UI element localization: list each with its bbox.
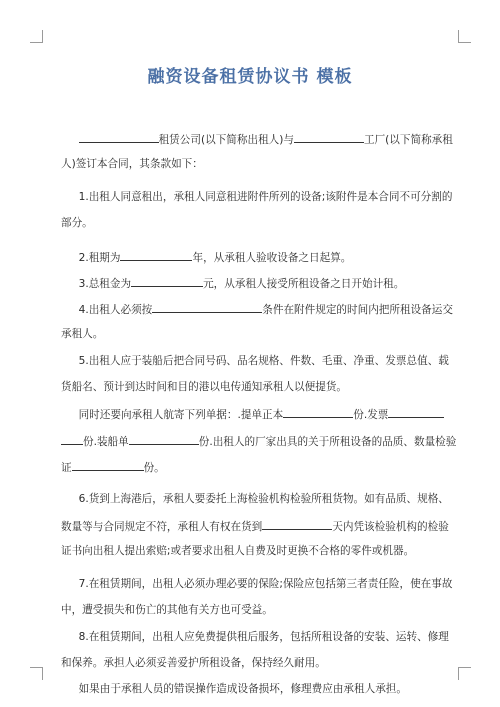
paragraph-7-line-2: [61, 433, 457, 449]
blank-fill-line: [152, 301, 262, 313]
text-run: 同时还要向承租人航寄下列单据：.提单正本: [78, 409, 284, 421]
blank-fill-line: [72, 459, 144, 471]
text-run: 3.总租金为: [78, 278, 132, 290]
text-run: 如果由于承租人员的错误操作造成设备损坏，修理费应由承租人承担。: [78, 683, 407, 695]
blank-fill-line: [262, 518, 332, 530]
text-run: 租赁公司(以下简称出租人)与: [158, 134, 294, 146]
text-run: 元，从承租人接受所租设备之日开始计租。: [203, 278, 405, 290]
paragraph-2-line-1: [61, 190, 453, 204]
corner-mark-top-left: [30, 30, 43, 43]
paragraph-8-line-1: [61, 492, 449, 506]
text-run: 证: [61, 462, 72, 474]
paragraph-6-line-1: [61, 354, 449, 368]
text-run: 6.货到上海港后，承租人要委托上海检验机构检验所租货物。如有品质、规格、: [78, 493, 449, 505]
blank-fill-line: [120, 249, 192, 261]
paragraph-9-line-2: [61, 603, 446, 617]
blank-fill-line: [129, 433, 199, 445]
corner-mark-bottom-right: [458, 667, 471, 680]
paragraph-5-line-2: [61, 327, 446, 341]
paragraph-8-line-3: [61, 544, 446, 558]
text-run: 年，从承租人验收设备之日起算。: [192, 252, 352, 264]
blank-fill-line: [283, 406, 353, 418]
paragraph-10-line-2: [61, 656, 446, 670]
text-run: 条件在附件规定的时间内把所租设备运交: [262, 304, 453, 316]
text-run: 份.装船单: [83, 436, 129, 448]
text-run: 中，遭受损失和伤亡的其他有关方也可受益。: [61, 604, 273, 616]
paragraph-5-line-1: [61, 301, 453, 317]
paragraph-4-line-1: [61, 275, 446, 291]
paragraph-1-line-1: [61, 131, 453, 147]
blank-fill-line: [294, 131, 364, 143]
text-run: 承租人。: [61, 328, 104, 340]
text-run: 货船名、预计到达时间和目的港以电传通知承租人以便提货。: [61, 381, 348, 393]
paragraph-9-line-1: [61, 577, 453, 591]
corner-mark-top-right: [458, 30, 471, 43]
paragraph-6-line-2: [61, 380, 446, 394]
text-run: 1.出租人同意租出，承租人同意租进附件所列的设备;该附件是本合同不可分割的: [78, 191, 453, 203]
text-run: 7.在租赁期间，出租人必须办理必要的保险;保险应包括第三者责任险，使在事故: [78, 578, 453, 590]
text-run: 份.出租人的厂家出具的关于所租设备的品质、数量检验: [198, 436, 457, 448]
text-run: 工厂(以下简称承租: [363, 134, 453, 146]
text-run: 8.在租赁期间，出租人应免费提供租后服务，包括所租设备的安装、运转、修理: [78, 631, 449, 643]
text-run: 和保养。承担人必须妥善爱护所租设备，保持经久耐用。: [61, 657, 326, 669]
text-run: 证书向出租人提出索赔;或者要求出租人自费及时更换不合格的零件或机器。: [61, 545, 415, 557]
text-run: 2.租期为: [78, 252, 121, 264]
paragraph-1-line-2: [61, 157, 446, 171]
text-run: 部分。: [61, 217, 93, 229]
page-title: 融资设备租赁协议书 模板: [147, 67, 353, 87]
paragraph-8-line-2: [61, 518, 449, 534]
paragraph-11-line-1: [61, 682, 446, 696]
blank-fill-line: [79, 131, 159, 143]
paragraph-7-line-1: [61, 406, 446, 422]
paragraph-7-line-3: [61, 459, 446, 475]
blank-fill-line: [388, 406, 444, 418]
text-run: 4.出租人必须按: [78, 304, 153, 316]
blank-fill-line: [131, 275, 203, 287]
text-run: 份.发票: [353, 409, 389, 421]
text-run: 数量等与合同规定不符，承租人有权在货到: [61, 521, 263, 533]
text-run: 份。: [143, 462, 165, 474]
blank-fill-line: [61, 433, 83, 445]
text-run: 5.出租人应于装船后把合同号码、品名规格、件数、毛重、净重、发票总值、载: [78, 355, 449, 367]
paragraph-10-line-1: [61, 630, 449, 644]
paragraph-2-line-2: [61, 216, 446, 230]
text-run: 天内凭该检验机构的检验: [332, 521, 449, 533]
paragraph-3-line-1: [61, 249, 446, 265]
corner-mark-bottom-left: [30, 667, 43, 680]
text-run: 人)签订本合同，其条款如下：: [61, 158, 203, 170]
